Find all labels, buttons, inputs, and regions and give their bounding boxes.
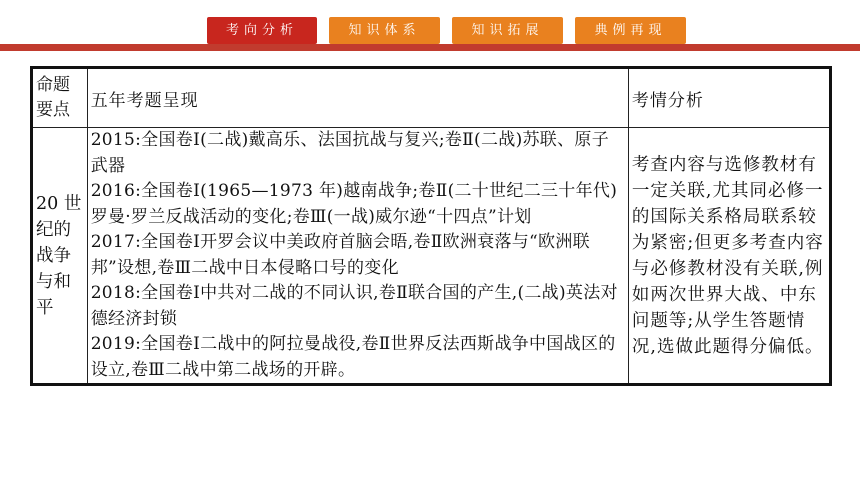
- header-analysis: 考情分析: [628, 68, 830, 128]
- exam-item-2016: 2016:全国卷Ⅰ(1965—1973 年)越南战争;卷Ⅱ(二十世纪二三十年代)罗曼·罗兰反战活动的变化;卷Ⅲ(一战)威尔逊“十四点”计划: [90, 181, 618, 227]
- tab-knowledge-system[interactable]: 知识体系: [329, 17, 440, 44]
- tab-knowledge-extension[interactable]: 知识拓展: [452, 17, 563, 44]
- exam-item-2019: 2019:全国卷Ⅰ二战中的阿拉曼战役,卷Ⅱ世界反法西斯战争中国战区的设立,卷Ⅲ二战中第二战场的开辟。: [90, 334, 616, 380]
- exam-items-cell: [87, 128, 628, 385]
- exam-table: [30, 66, 832, 386]
- exam-item-2017: 2017:全国卷Ⅰ开罗会议中美政府首脑会晤,卷Ⅱ欧洲衰落与“欧洲联邦”设想,卷Ⅲ二战中日本侵略口号的变化: [90, 232, 590, 278]
- tab-example-review[interactable]: 典例再现: [575, 17, 686, 44]
- header-divider: [0, 44, 860, 51]
- tab-exam-analysis[interactable]: 考向分析: [207, 17, 317, 44]
- topic-cell: 20 世纪的战争与和平: [32, 128, 88, 385]
- header-topic: 命题要点: [32, 68, 88, 128]
- analysis-cell: 考查内容与选修教材有一定关联,尤其同必修一的国际关系格局联系较为紧密;但更多考查内容与必修教材没有关联,例如两次世界大战、中东问题等;从学生答题情况,选做此题得分偏低。: [628, 128, 830, 385]
- exam-item-2015: 2015:全国卷Ⅰ(二战)戴高乐、法国抗战与复兴;卷Ⅱ(二战)苏联、原子武器: [90, 130, 610, 176]
- tab-bar: [207, 17, 686, 44]
- header-exam-items: 五年考题呈现: [87, 68, 628, 128]
- exam-item-2018: 2018:全国卷Ⅰ中共对二战的不同认识,卷Ⅱ联合国的产生,(二战)英法对德经济封锁: [90, 283, 618, 329]
- table-row: [32, 128, 831, 385]
- table-header-row: [32, 68, 831, 128]
